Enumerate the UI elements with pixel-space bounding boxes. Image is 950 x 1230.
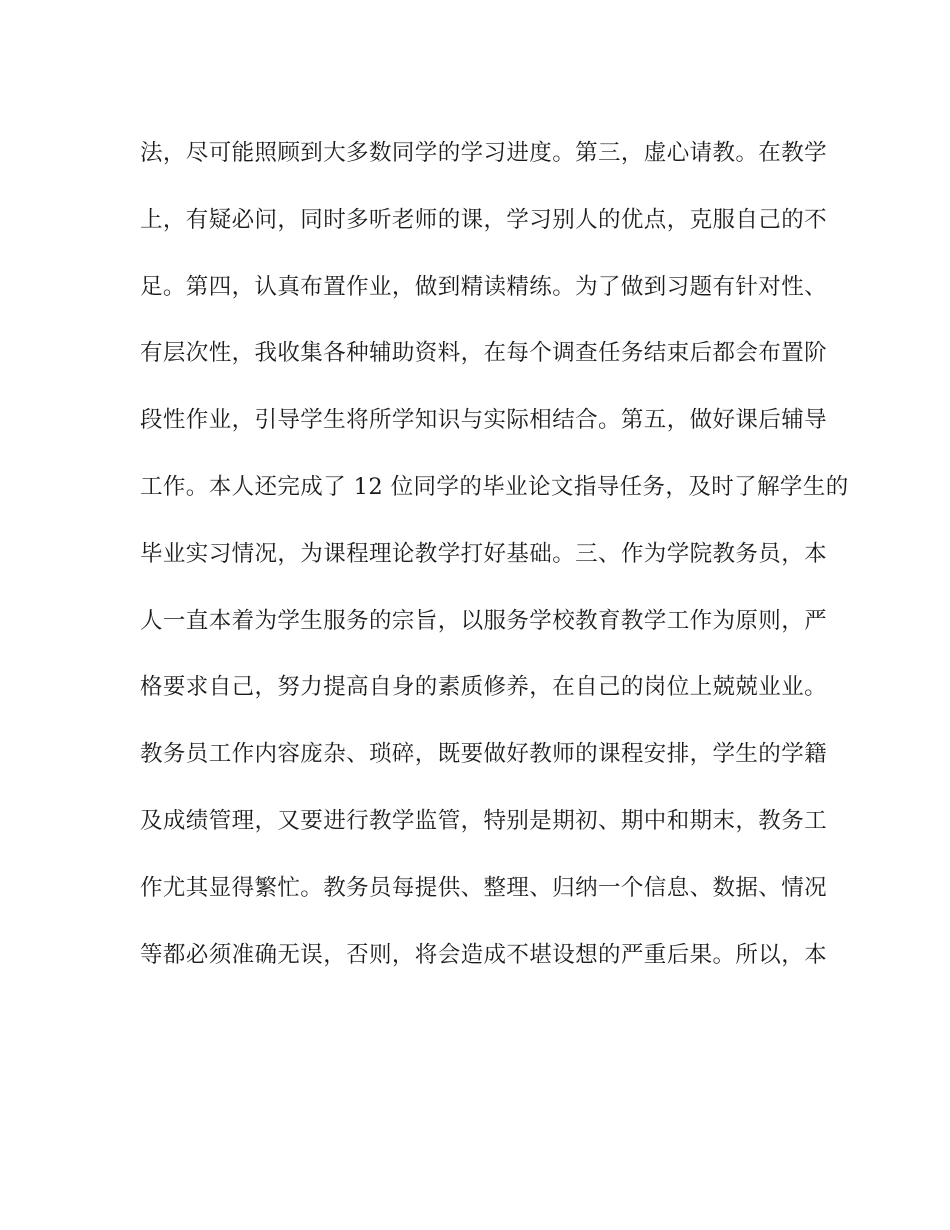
text-line: 法，尽可能照顾到大多数同学的学习进度。第三，虚心请教。在教学: [140, 140, 828, 166]
text-line: 有层次性，我收集各种辅助资料，在每个调查任务结束后都会布置阶: [140, 340, 828, 367]
text-line: 段性作业，引导学生将所学知识与实际相结合。第五，做好课后辅导: [140, 407, 828, 434]
text-line: 等都必须准确无误，否则，将会造成不堪设想的严重后果。所以，本: [140, 941, 828, 968]
text-line: 作尤其显得繁忙。教务员每提供、整理、归纳一个信息、数据、情况: [140, 874, 828, 901]
text-line: 足。第四，认真布置作业，做到精读精练。为了做到习题有针对性、: [140, 273, 828, 300]
text-line: 毕业实习情况，为课程理论教学打好基础。三、作为学院教务员，本: [140, 540, 828, 567]
text-line: 人一直本着为学生服务的宗旨，以服务学校教育教学工作为原则，严: [140, 607, 828, 634]
text-line: 格要求自己，努力提高自身的素质修养，在自己的岗位上兢兢业业。: [140, 674, 828, 701]
text-line: 工作。本人还完成了 12 位同学的毕业论文指导任务，及时了解学生的: [140, 473, 849, 500]
text-line: 教务员工作内容庞杂、琐碎，既要做好教师的课程安排，学生的学籍: [140, 741, 828, 768]
text-line: 及成绩管理，又要进行教学监管，特别是期初、期中和期末，教务工: [140, 807, 828, 834]
body-text: [140, 128, 849, 996]
text-line: 上，有疑必问，同时多听老师的课，学习别人的优点，克服自己的不: [140, 206, 828, 233]
